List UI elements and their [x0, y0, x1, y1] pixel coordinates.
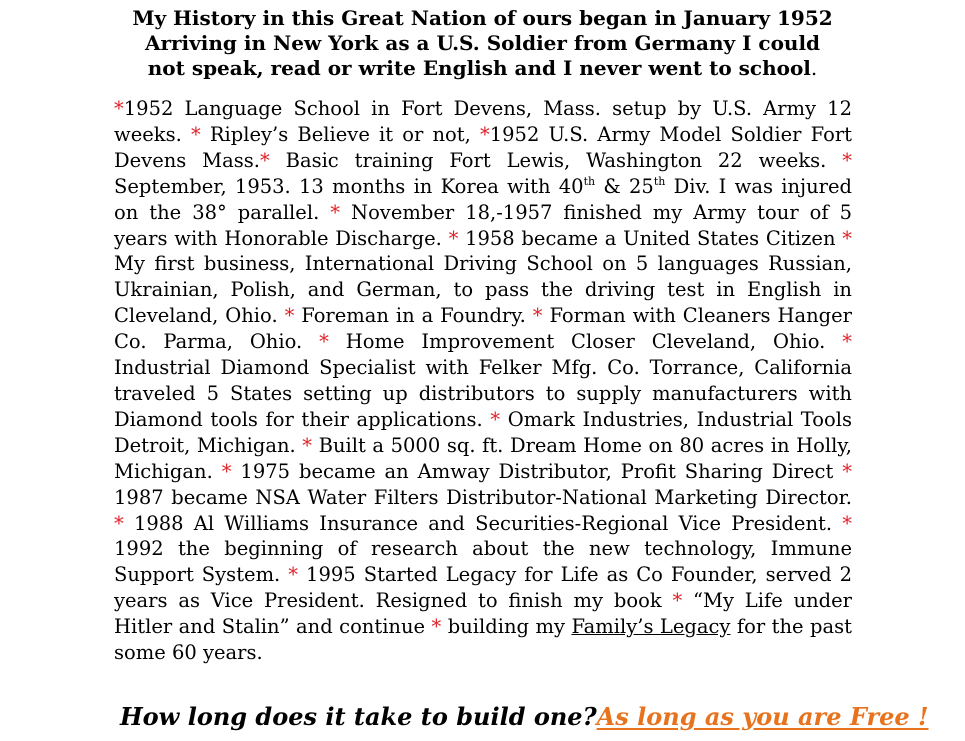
entry-discharge: November 18,-1957 finished my Army tour of 5 years with Honorable Discharge. — [114, 200, 852, 250]
history-paragraph — [114, 96, 852, 666]
heading-line-1: My History in this Great Nation of ours began in January 1952 — [132, 6, 833, 30]
bullet-star: * — [190, 122, 201, 146]
tagline-question: How long does it take to build one? — [120, 702, 597, 731]
entry-legacy-for-life: 1995 Started Legacy for Life as Co Founder, served 2 years as Vice President. Resigned to finish my book — [114, 563, 852, 613]
entry-building-b: for the past some 60 years. — [114, 615, 852, 665]
superscript-th: th — [653, 174, 666, 188]
tagline-answer: As long as you are Free ! — [596, 702, 929, 731]
entry-home-improvement: Home Improvement Closer Cleveland, Ohio. — [328, 330, 843, 354]
entry-research: 1992 the beginning of research about the new technology, Immune Support System. — [114, 537, 852, 587]
superscript-th: th — [583, 174, 596, 188]
entry-ripleys: Ripley’s Believe it or not, — [200, 122, 480, 146]
bullet-star: * — [842, 148, 852, 172]
entry-cleaners-hanger: Forman with Cleaners Hanger Co. Parma, Ohio. — [114, 304, 853, 354]
entry-amway: 1975 became an Amway Distributor, Profit Sharing Direct — [231, 459, 843, 483]
heading-line-3 — [80, 56, 885, 81]
entry-omark: Omark Industries, Industrial Tools Detroit, Michigan. — [114, 407, 853, 457]
entry-nsa: 1987 became NSA Water Filters Distributor-National Marketing Director. — [114, 485, 852, 509]
heading-period: . — [810, 56, 818, 80]
entry-al-williams: 1988 Al Williams Insurance and Securities-Regional Vice President. — [123, 511, 843, 535]
bullet-star: * — [479, 122, 490, 146]
bullet-star: * — [319, 330, 329, 354]
bullet-star: * — [448, 226, 459, 250]
bullet-star: * — [259, 148, 270, 172]
bullet-star: * — [302, 433, 313, 457]
bullet-star: * — [288, 563, 299, 587]
entry-driving-school: My first business, International Driving School on 5 languages Russian, Ukrainian, Polish, and German, to pass the driving test in English in Cleveland, Ohio. — [114, 252, 852, 328]
entry-korea-b: & 25 — [595, 174, 654, 198]
bullet-star: * — [842, 459, 852, 483]
tagline — [120, 700, 950, 734]
page-heading — [80, 6, 885, 81]
entry-book: “My Life under Hitler and Stalin” and continue — [114, 589, 852, 639]
family-legacy-underlined: Family’s Legacy — [571, 615, 731, 639]
entry-building-a: building my — [441, 615, 572, 639]
entry-diamond-specialist: Industrial Diamond Specialist with Felker Mfg. Co. Torrance, California traveled 5 States setting up distributors to supply manufacturers with Diamond tools for their applications. — [114, 356, 852, 431]
bullet-star: * — [114, 97, 124, 120]
heading-line-3-text: not speak, read or write English and I never went to school — [147, 56, 811, 80]
entry-language-school: 1952 Language School in Fort Devens, Mass. setup by U.S. Army 12 weeks. — [114, 97, 852, 146]
bullet-star: * — [842, 511, 852, 535]
bullet-star: * — [842, 226, 853, 250]
heading-line-2: Arriving in New York as a U.S. Soldier from Germany I could — [144, 31, 821, 55]
entry-model-soldier: 1952 U.S. Army Model Soldier Fort Devens Mass. — [114, 122, 852, 172]
bullet-star: * — [532, 304, 543, 328]
entry-korea-c: Div. I was injured on the 38° parallel. — [114, 174, 852, 224]
entry-foundry: Foreman in a Foundry. — [294, 304, 533, 328]
entry-dream-home: Built a 5000 sq. ft. Dream Home on 80 acres in Holly, Michigan. — [114, 433, 852, 483]
entry-korea-a: September, 1953. 13 months in Korea with 40 — [114, 174, 584, 198]
bullet-star: * — [114, 511, 124, 535]
entry-basic-training: Basic training Fort Lewis, Washington 22 weeks. — [269, 148, 843, 172]
bullet-star: * — [330, 200, 341, 224]
entry-citizen: 1958 became a United States Citizen — [458, 226, 843, 250]
bullet-star: * — [431, 615, 442, 639]
bullet-star: * — [284, 304, 295, 328]
bullet-star: * — [221, 459, 232, 483]
bullet-star: * — [842, 330, 853, 354]
bullet-star: * — [672, 589, 683, 613]
bullet-star: * — [490, 407, 501, 431]
